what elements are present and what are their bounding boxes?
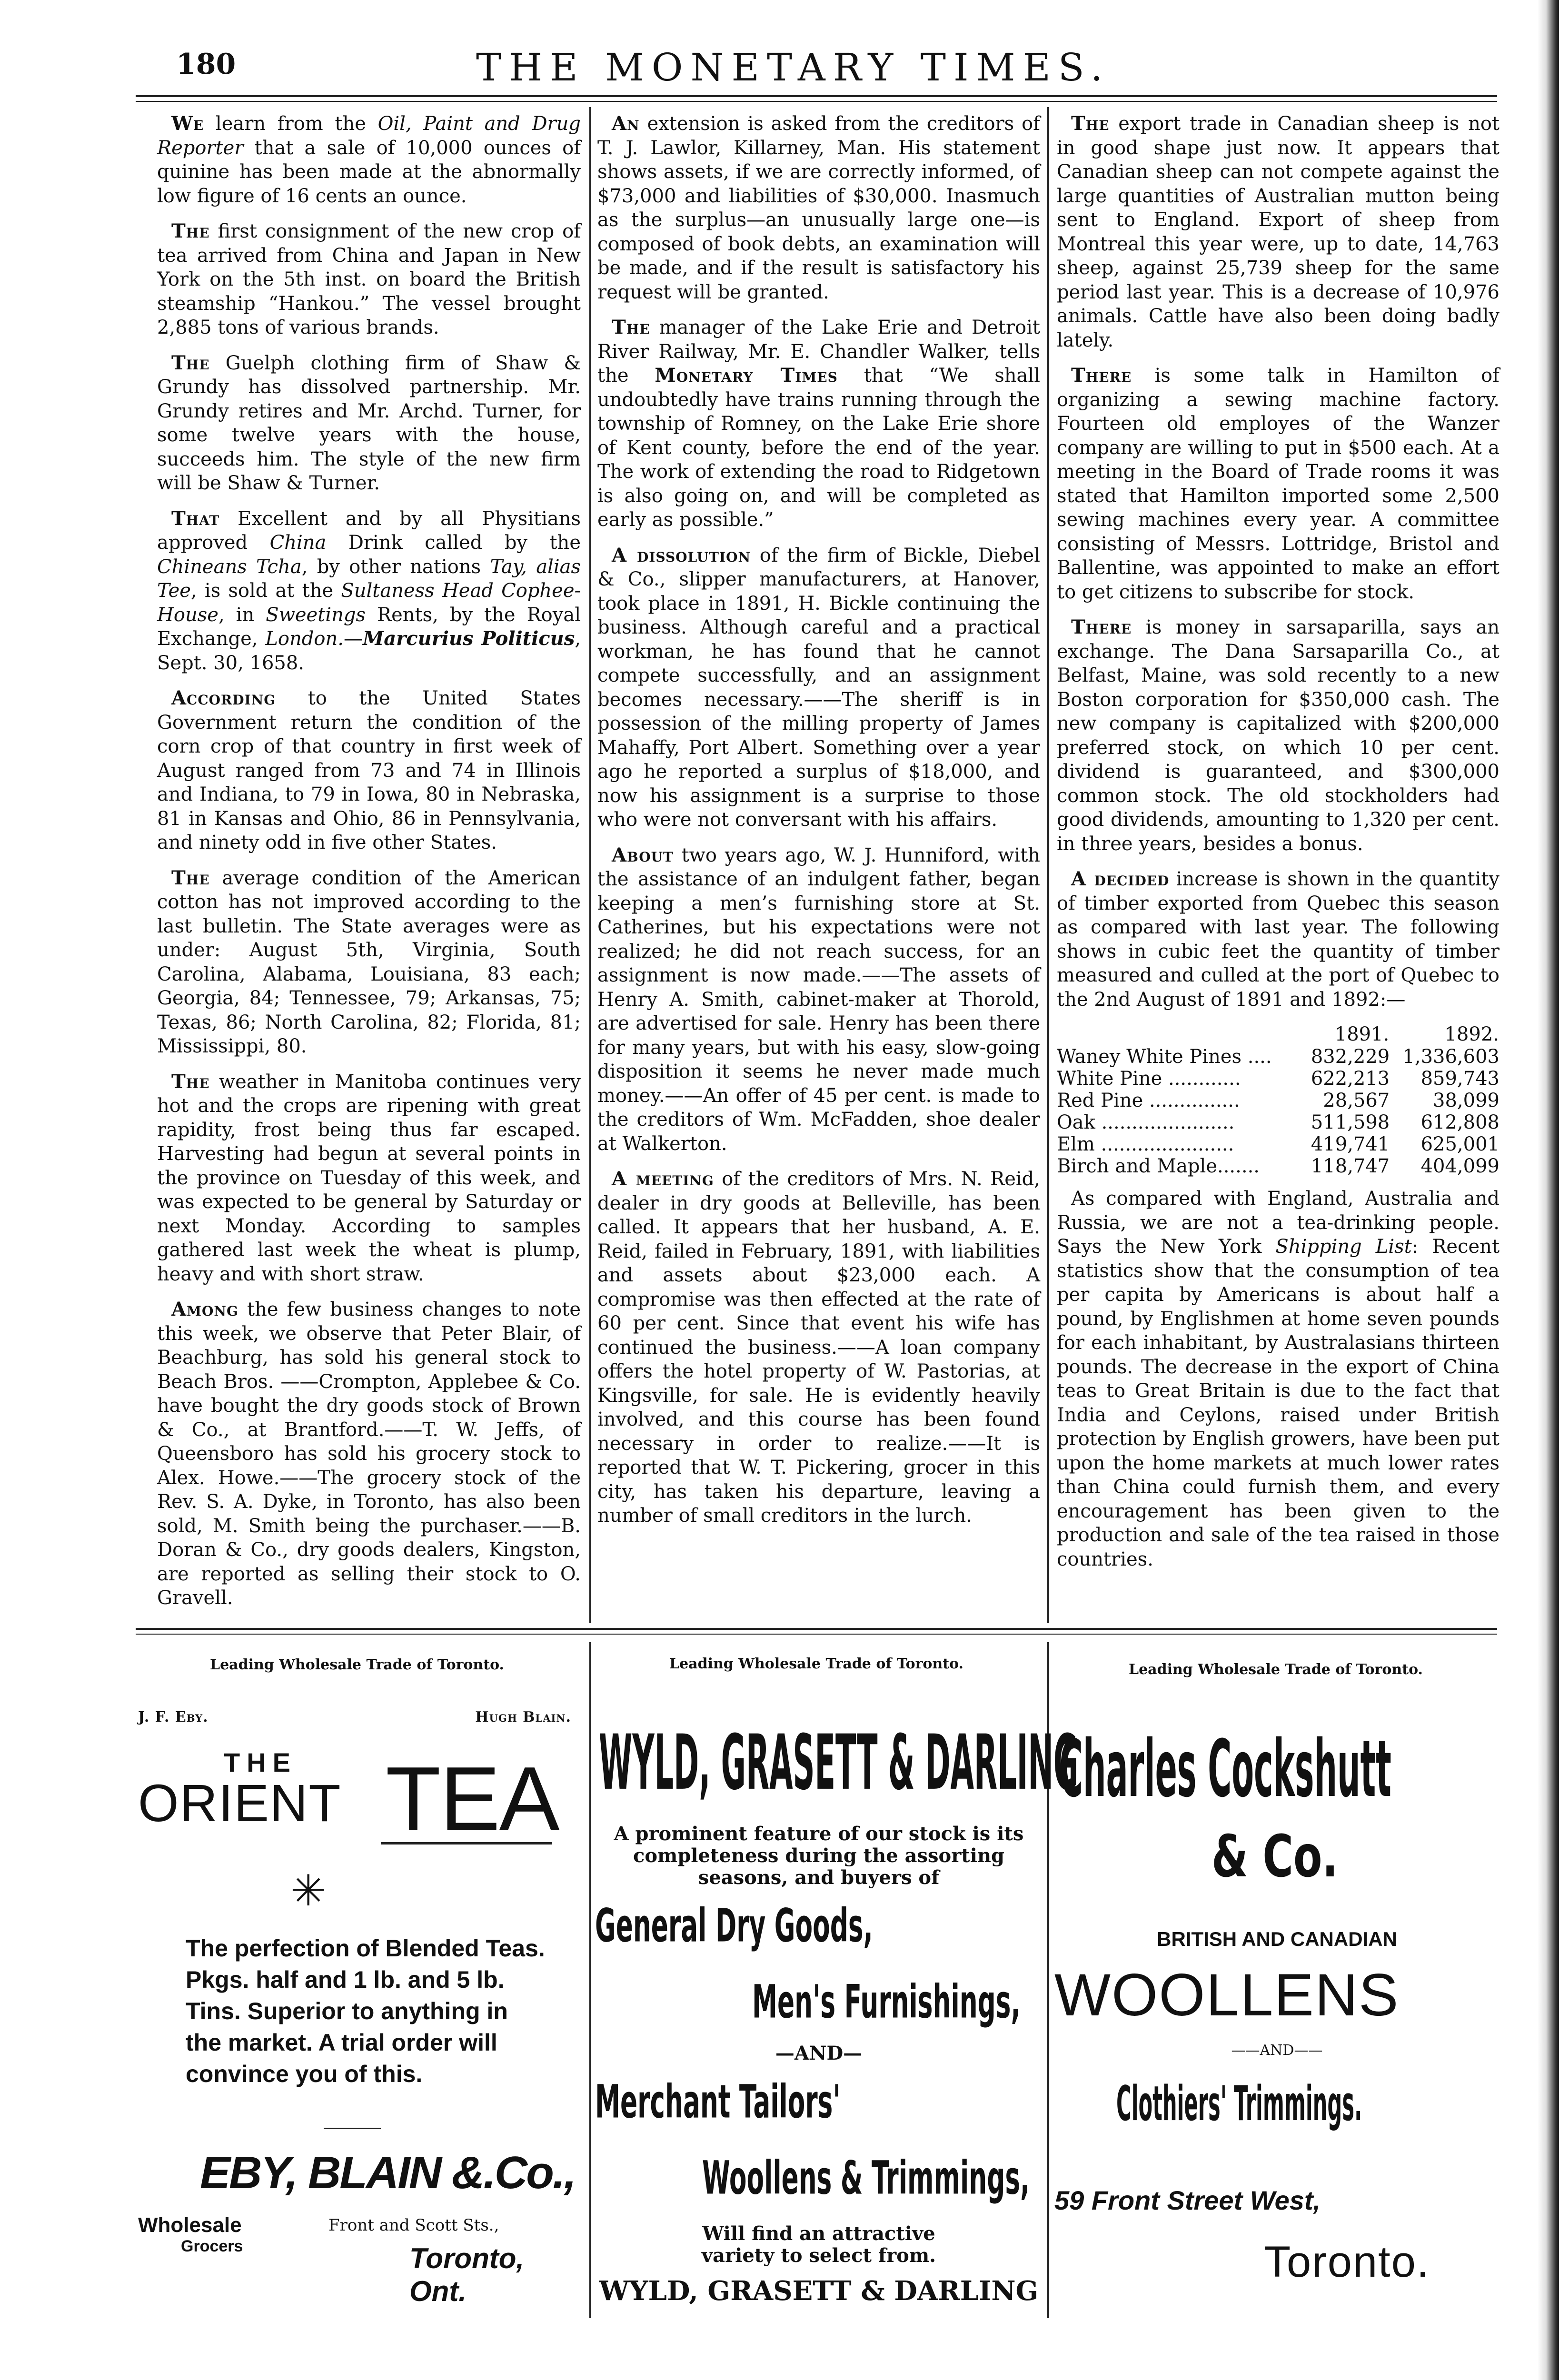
col1-paragraph bbox=[157, 112, 581, 208]
wyld-and: —AND— bbox=[775, 2042, 863, 2064]
timber-cell-v1891: 622,213 bbox=[1311, 1068, 1390, 1090]
paragraph-lead: The bbox=[171, 220, 210, 242]
timber-year-1892: 1892. bbox=[1444, 1023, 1499, 1045]
ads-top-rule-thin bbox=[136, 1634, 1497, 1635]
timber-cell-v1891: 28,567 bbox=[1323, 1090, 1390, 1111]
timber-cell-v1892: 859,743 bbox=[1420, 1068, 1499, 1090]
timber-cell-v1891: 511,598 bbox=[1311, 1111, 1390, 1133]
paragraph-body: is money in sarsaparilla, says an exchange. The Dana Sarsaparilla Co., at Belfast, Maine, was sold recently to a new Boston corporation for $350,000 cash. The new company is capitalized with $200,000 preferred stock, on which 10 per cent. dividend is guaranteed, and $300,000 common stock. The old stockholders had good dividends, amounting to 1,320 per cent. in three years, besides a bonus. bbox=[1057, 616, 1499, 855]
paragraph-lead: An bbox=[612, 112, 640, 135]
timber-table bbox=[1057, 1023, 1499, 1177]
col3-paragraph bbox=[1057, 364, 1499, 604]
paragraph-body: to the United States Government return the condition of the corn crop of that country in first week of August ranged from 73 and 74 in Illinois and Indiana, to 79 in Iowa, 80 in Nebraska, 81 in Kansas and Ohio, 86 in Pennsylvania, and ninety odd in five other States. bbox=[157, 687, 581, 853]
masthead-title: THE MONETARY TIMES. bbox=[476, 45, 1111, 89]
col2-paragraph bbox=[597, 843, 1040, 1156]
timber-cell-label: White Pine ............ bbox=[1057, 1068, 1241, 1090]
paragraph-body: is some talk in Hamilton of organizing a sewing machine factory. Fourteen old employes of the Wanzer company are willing to put in $500 each. At a meeting in the Board of Trade rooms it was stated that Hamilton imported some 2,500 sewing machines every year. A committee consisting of Messrs. Lottridge, Bristol and Ballentine, was appointed to make an effort to get citizens to subscribe for stock. bbox=[1057, 365, 1499, 603]
timber-cell-v1892: 38,099 bbox=[1433, 1090, 1499, 1111]
tea-line-underline bbox=[381, 1842, 552, 1844]
page-binding-edge bbox=[1538, 0, 1559, 2380]
paragraph-lead: About bbox=[612, 843, 674, 866]
paragraph-lead: That bbox=[171, 507, 220, 530]
wyld-closing: Will find an attractive variety to select from. bbox=[701, 2222, 936, 2267]
col1-paragraph bbox=[157, 1298, 581, 1610]
orient-divider bbox=[324, 2128, 381, 2129]
orient-body: The perfection of Blended Teas. Pkgs. half and 1 lb. and 5 lb. Tins. Superior to anything in the market. A trial order will convince you of this. bbox=[186, 1935, 545, 2087]
wyld-intro: A prominent feature of our stock is its completeness during the assorting seasons, and buyers of bbox=[614, 1823, 1024, 1889]
timber-cell-label: Waney White Pines .... bbox=[1057, 1046, 1272, 1068]
timber-row bbox=[1057, 1111, 1499, 1133]
timber-row bbox=[1057, 1090, 1499, 1111]
paragraph-lead: The bbox=[171, 1070, 210, 1093]
paragraph-body: Excellent and by all Physitians approved China Drink called by the Chineans Tcha, by other nations Tay, alias Tee, is sold at the Sultaness Head Cophee-House, in Sweetings Rents, by the Royal Exchange, London.—Marcurius Politicus, Sept. 30, 1658. bbox=[157, 507, 581, 674]
paragraph-body: of the firm of Bickle, Diebel & Co., slipper manufacturers, at Hanover, took place in 1891, H. Bickle continuing the business. Although careful and a practical workman, he has found that he cannot compete successfully, and an assignment becomes necessary.——The sheriff is in possession of the milling property of James Mahaffy, Port Albert. Something over a year ago he reported a surplus of $18,000, and now his assignment is a surprise to those who were not conversant with his affairs. bbox=[597, 544, 1040, 831]
orient-address: Front and Scott Sts., bbox=[328, 2216, 499, 2235]
cockshutt-woollens: WOOLLENS bbox=[1054, 1962, 1400, 2028]
col3-paragraph bbox=[1057, 615, 1499, 856]
col1-paragraph bbox=[157, 351, 581, 496]
timber-cell-v1892: 625,001 bbox=[1420, 1133, 1499, 1155]
cockshutt-trimmings: Clothiers' Trimmings. bbox=[1116, 2075, 1362, 2132]
timber-cell-label: Red Pine ............... bbox=[1057, 1090, 1240, 1111]
orient-word: ORIENT bbox=[138, 1774, 342, 1833]
wyld-line-mens-furnishings: Men's Furnishings, bbox=[752, 1975, 1021, 2029]
timber-cell-v1891: 419,741 bbox=[1311, 1133, 1390, 1155]
wyld-line-merchant-tailors: Merchant Tailors' bbox=[595, 2075, 841, 2129]
tea-word: TEA bbox=[386, 1748, 559, 1849]
paragraph-lead: A decided bbox=[1071, 868, 1170, 890]
col3-paragraph bbox=[1057, 112, 1499, 352]
col1-paragraph bbox=[157, 686, 581, 855]
paragraph-body: learn from the Oil, Paint and Drug Reporter that a sale of 10,000 ounces of quinine has been made at the abnormally low figure of 16 cents an ounce. bbox=[157, 113, 581, 207]
col2-paragraph bbox=[597, 112, 1040, 304]
partner-name-right: Hugh Blain. bbox=[475, 1709, 571, 1726]
timber-row bbox=[1057, 1046, 1499, 1068]
page-number: 180 bbox=[176, 48, 236, 81]
column-2 bbox=[597, 112, 1040, 1539]
col2-paragraph bbox=[597, 1167, 1040, 1528]
partner-name-left: J. F. Eby. bbox=[138, 1709, 209, 1726]
cockshutt-name: Charles Cockshutt bbox=[1059, 1723, 1391, 1815]
paragraph-lead: There bbox=[1071, 616, 1132, 638]
firm-name: EBY, BLAIN &.Co., bbox=[200, 2147, 576, 2198]
grocers-label: Grocers bbox=[181, 2237, 243, 2255]
cockshutt-address: 59 Front Street West, bbox=[1054, 2185, 1321, 2215]
ad2-caption: Leading Wholesale Trade of Toronto. bbox=[669, 1656, 964, 1672]
column-rule-2 bbox=[1047, 107, 1049, 1623]
wholesale-label: Wholesale bbox=[138, 2213, 242, 2237]
col2-paragraph bbox=[597, 316, 1040, 532]
ad3-caption: Leading Wholesale Trade of Toronto. bbox=[1128, 1661, 1423, 1678]
paragraph-lead: A meeting bbox=[612, 1168, 714, 1190]
paragraph-body: weather in Manitoba continues very hot and the crops are ripening with great rapidity, frost being thus far escaped. Harvesting had begun at several points in the province on Tuesday of this week, and was expected to be general by Saturday or next Monday. According to samples gathered last week the wheat is plump, heavy and with short straw. bbox=[157, 1071, 581, 1285]
paragraph-body: of the creditors of Mrs. N. Reid, dealer in dry goods at Belleville, has been called. It appears that her husband, A. E. Reid, failed in February, 1891, with liabilities and assets about $23,000 each. A compromise was then effected at the rate of 60 per cent. Since that event his wife has continued the business.——A loan company offers the hotel property of W. Pastorias, at Kingsville, for sale. He is evidently heavily involved, and this course has been found necessary in order to realize.——It is reported that W. T. Pickering, grocer in this city, has taken his departure, leaving a number of small creditors in the lurch. bbox=[597, 1168, 1041, 1527]
paragraph-body: As compared with England, Australia and Russia, we are not a tea-drinking people. Says the New York Shipping List: Recent statistics show that the consumption of tea per capita by Americans is about half a pound, by Englishmen at home seven pounds for each inhabitant, by Australasians thirteen pounds. The decrease in the export of China teas to Great Britain is due to the fact that India and Ceylons, raised under British protection by English growers, have been put upon the home markets at much lower rates than China could furnish them, and every encouragement has been given to the production and sale of the tea raised in those countries. bbox=[1057, 1188, 1500, 1570]
cockshutt-and: ——AND—— bbox=[1231, 2042, 1323, 2059]
ad-wyld-grasett-darling bbox=[595, 1676, 1079, 2307]
ad-orient-tea bbox=[138, 1676, 581, 2307]
cockshutt-subtitle: BRITISH AND CANADIAN bbox=[1157, 1928, 1397, 1950]
paragraph-lead: The bbox=[171, 351, 210, 374]
orient-the: THE bbox=[224, 1747, 297, 1777]
paragraph-body: the few business changes to note this week, we observe that Peter Blair, of Beachburg, has sold his general stock to Beach Bros. ——Crompton, Applebee & Co. have bought the dry goods stock of Brown & Co., at Brantford.——T. W. Jeffs, of Queensboro has sold his grocery stock to Alex. Howe.——The grocery stock of the Rev. S. A. Dyke, in Toronto, has also been sold, M. Smith being the purchaser.——B. Doran & Co., dry goods dealers, Kingston, are reported as selling their stock to O. Gravell. bbox=[157, 1299, 581, 1609]
cockshutt-co: & Co. bbox=[1211, 1823, 1338, 1890]
timber-cell-v1892: 612,808 bbox=[1420, 1111, 1499, 1133]
paragraph-lead: According bbox=[171, 687, 276, 709]
ads-top-rule bbox=[136, 1628, 1497, 1630]
timber-cell-label: Elm ...................... bbox=[1057, 1133, 1234, 1155]
col3-paragraph bbox=[1057, 867, 1499, 1012]
timber-year-1891: 1891. bbox=[1334, 1023, 1390, 1045]
header-rule-thin bbox=[136, 101, 1497, 102]
paragraph-lead: The bbox=[1071, 112, 1110, 135]
col3-paragraph bbox=[1057, 1187, 1499, 1571]
paragraph-body: manager of the Lake Erie and Detroit River Railway, Mr. E. Chandler Walker, tells the Monetary Times that “We shall undoubtedly have trains running through the township of Romney, on the Lake Erie shore of Kent county, before the end of the year. The work of extending the road to Ridgetown is also going on, and will be completed as early as possible.” bbox=[597, 317, 1040, 531]
paragraph-body: extension is asked from the creditors of T. J. Lawlor, Killarney, Man. His statement shows assets, if we are correctly informed, of $73,000 and liabilities of $30,000. Inasmuch as the surplus—an unusually large one—is composed of book debts, an examination will be made, and if the result is satisfactory his request will be granted. bbox=[597, 113, 1040, 303]
paragraph-lead: The bbox=[612, 316, 650, 338]
col1-paragraph bbox=[157, 866, 581, 1059]
paragraph-lead: We bbox=[171, 112, 204, 135]
timber-row bbox=[1057, 1068, 1499, 1090]
col2-paragraph bbox=[597, 544, 1040, 832]
column-rule-1 bbox=[589, 107, 591, 1623]
col1-paragraph bbox=[157, 219, 581, 340]
paragraph-lead: The bbox=[171, 866, 210, 889]
paragraph-lead: A dissolution bbox=[612, 544, 751, 566]
column-1 bbox=[157, 112, 581, 1622]
wyld-headline: WYLD, GRASETT & DARLING bbox=[599, 1718, 1079, 1807]
timber-cell-label: Birch and Maple....... bbox=[1057, 1155, 1260, 1177]
timber-cell-v1891: 118,747 bbox=[1311, 1155, 1390, 1177]
paragraph-body: increase is shown in the quantity of timber exported from Quebec this season as compared with last year. The following shows in cubic feet the quantity of timber measured and culled at the port of Quebec to the 2nd August of 1891 and 1892:— bbox=[1057, 868, 1500, 1011]
ad-rule-1 bbox=[589, 1642, 591, 2318]
timber-row bbox=[1057, 1155, 1499, 1177]
paragraph-body: two years ago, W. J. Hunniford, with the assistance of an indulgent father, began keeping a men’s furnishing store at St. Catherines, but his expectations were not realized; he did not reach success, for an assignment is now made.——The assets of Henry A. Smith, cabinet-maker at Thorold, are advertised for sale. Henry has been there for many years, but with his easy, slow-going disposition it seems he never made much money.——An offer of 45 per cent. is made to the creditors of Wm. McFadden, shoe dealer at Walkerton. bbox=[597, 844, 1040, 1155]
col1-paragraph bbox=[157, 507, 581, 675]
timber-row bbox=[1057, 1133, 1499, 1155]
ad1-caption: Leading Wholesale Trade of Toronto. bbox=[209, 1656, 505, 1673]
ad-charles-cockshutt bbox=[1054, 1676, 1499, 2294]
wyld-footer-name: WYLD, GRASETT & DARLING bbox=[599, 2275, 1039, 2307]
asterisk-ornament-icon: ✳ bbox=[290, 1866, 327, 1916]
paragraph-body: average condition of the American cotton has not improved according to the last bulletin. The State averages were as under: August 5th, Virginia, South Carolina, Alabama, Louisiana, 83 each; Georgia, 84; Tennessee, 79; Arkansas, 75; Texas, 86; North Carolina, 82; Florida, 81; Mississippi, 80. bbox=[157, 867, 581, 1057]
cockshutt-city: Toronto. bbox=[1264, 2238, 1430, 2286]
paragraph-body: first consignment of the new crop of tea arrived from China and Japan in New York on the 5th inst. on board the British steamship “Hankou.” The vessel brought 2,885 tons of various brands. bbox=[157, 220, 581, 338]
timber-cell-v1892: 404,099 bbox=[1420, 1155, 1499, 1177]
wyld-line-general-dry-goods: General Dry Goods, bbox=[595, 1899, 873, 1953]
timber-cell-label: Oak ...................... bbox=[1057, 1111, 1235, 1133]
col1-paragraph bbox=[157, 1070, 581, 1287]
column-3 bbox=[1057, 112, 1499, 1583]
header-rule bbox=[136, 95, 1497, 97]
orient-city: Toronto, Ont. bbox=[409, 2242, 525, 2307]
paragraph-body: Guelph clothing firm of Shaw & Grundy has dissolved partnership. Mr. Grundy retires and Mr. Archd. Turner, for some twelve years with the house, succeeds him. The style of the new firm will be Shaw & Turner. bbox=[157, 352, 581, 494]
wyld-line-woollens-trimmings: Woollens & Trimmings, bbox=[702, 2152, 1030, 2205]
paragraph-lead: There bbox=[1071, 364, 1132, 387]
timber-cell-v1891: 832,229 bbox=[1311, 1046, 1390, 1068]
timber-cell-v1892: 1,336,603 bbox=[1402, 1046, 1499, 1068]
paragraph-body: export trade in Canadian sheep is not in good shape just now. It appears that Canadian sheep can not compete against the large quantities of Australian mutton being sent to England. Export of sheep from Montreal this year were, up to date, 14,763 sheep, against 25,739 sheep for the same period last year. This is a decrease of 10,976 animals. Cattle have also been doing badly lately. bbox=[1057, 113, 1499, 351]
paragraph-lead: Among bbox=[171, 1298, 238, 1320]
